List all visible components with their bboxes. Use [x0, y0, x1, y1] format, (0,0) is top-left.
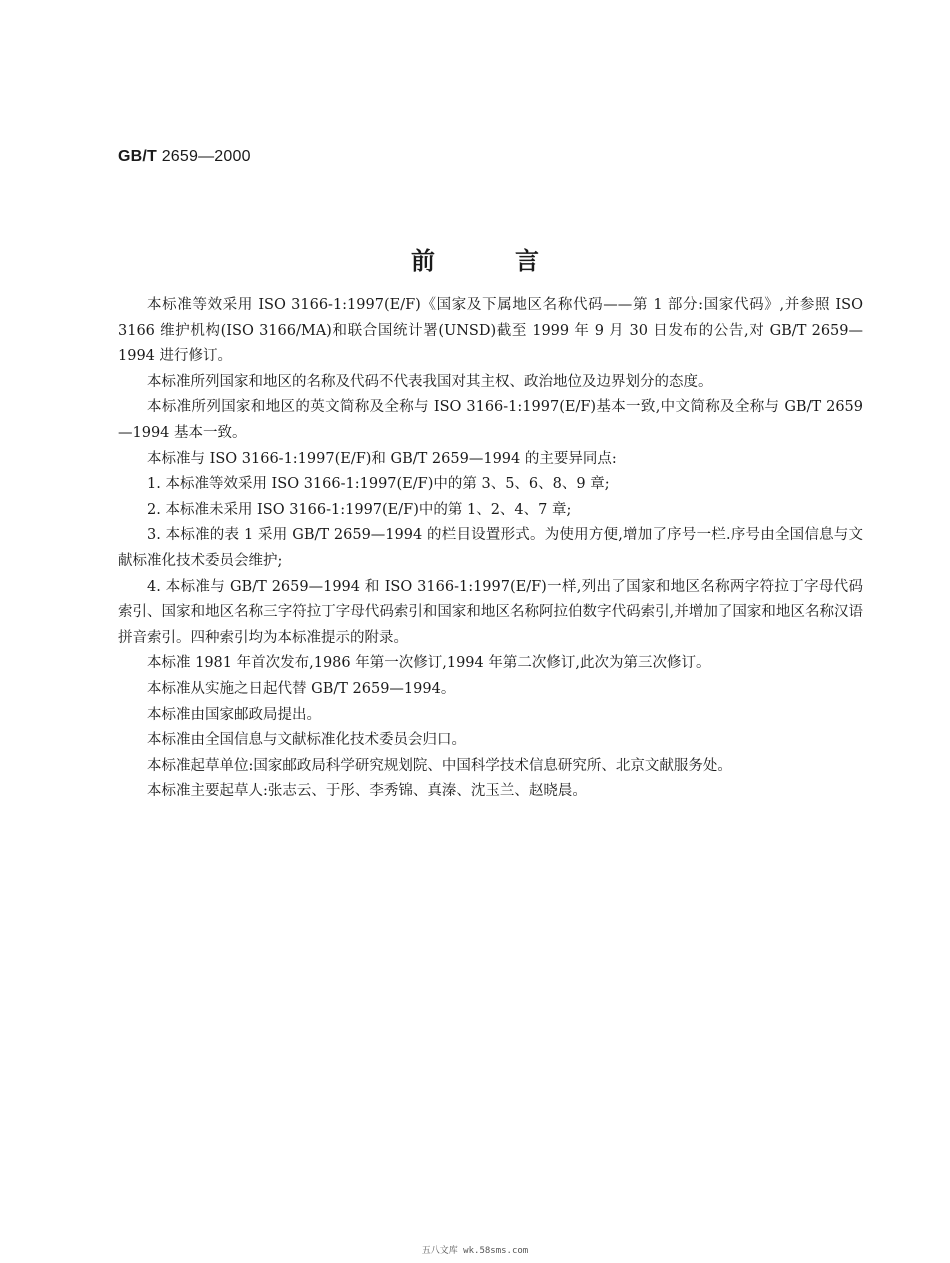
standard-prefix: GB/T: [118, 148, 158, 165]
foreword-body: [118, 293, 863, 805]
standard-number: 2659: [161, 148, 199, 165]
paragraph: 本标准从实施之日起代替 GB/T 2659—1994。: [147, 680, 456, 697]
list-item: 1. 本标准等效采用 ISO 3166-1:1997(E/F)中的第 3、5、6、8、9 章;: [147, 476, 610, 493]
paragraph: 本标准主要起草人:张志云、于彤、李秀锦、真溱、沈玉兰、赵晓晨。: [147, 783, 587, 800]
list-item: 3. 本标准的表 1 采用 GB/T 2659—1994 的栏目设置形式。为使用方便,增加了序号一栏.序号由全国信息与文献标准化技术委员会维护;: [118, 527, 863, 569]
paragraph: 本标准等效采用 ISO 3166-1:1997(E/F)《国家及下属地区名称代码——第 1 部分:国家代码》,并参照 ISO 3166 维护机构(ISO 3166/MA)和联合国统计署(UNSD)截至 1999 年 9 月 30 日发布的公告,对 GB/T 2659—1994 进行修订。: [118, 297, 863, 365]
list-item: 2. 本标准未采用 ISO 3166-1:1997(E/F)中的第 1、2、4、7 章;: [147, 501, 572, 518]
list-item: 4. 本标准与 GB/T 2659—1994 和 ISO 3166-1:1997(E/F)一样,列出了国家和地区名称两字符拉丁字母代码索引、国家和地区名称三字符拉丁字母代码索引和国家和地区名称阿拉伯数字代码索引,并增加了国家和地区名称汉语拼音索引。四种索引均为本标准提示的附录。: [118, 578, 863, 646]
footer-watermark: 五八文库 wk.58sms.com: [421, 1246, 529, 1256]
paragraph: 本标准起草单位:国家邮政局科学研究规划院、中国科学技术信息研究所、北京文献服务处。: [147, 757, 732, 774]
paragraph: 本标准所列国家和地区的名称及代码不代表我国对其主权、政治地位及边界划分的态度。: [147, 373, 713, 390]
paragraph: 本标准由国家邮政局提出。: [147, 706, 321, 723]
paragraph: 本标准 1981 年首次发布,1986 年第一次修订,1994 年第二次修订,此次为第三次修订。: [147, 655, 711, 672]
standard-code: [118, 148, 251, 166]
paragraph: 本标准与 ISO 3166-1:1997(E/F)和 GB/T 2659—1994 的主要异同点:: [147, 450, 617, 467]
paragraph: 本标准所列国家和地区的英文简称及全称与 ISO 3166-1:1997(E/F)基本一致,中文简称及全称与 GB/T 2659—1994 基本一致。: [118, 399, 863, 441]
standard-separator: —: [198, 148, 215, 165]
page-title: 前言: [411, 247, 619, 275]
standard-year: 2000: [214, 148, 251, 165]
paragraph: 本标准由全国信息与文献标准化技术委员会归口。: [147, 732, 466, 749]
